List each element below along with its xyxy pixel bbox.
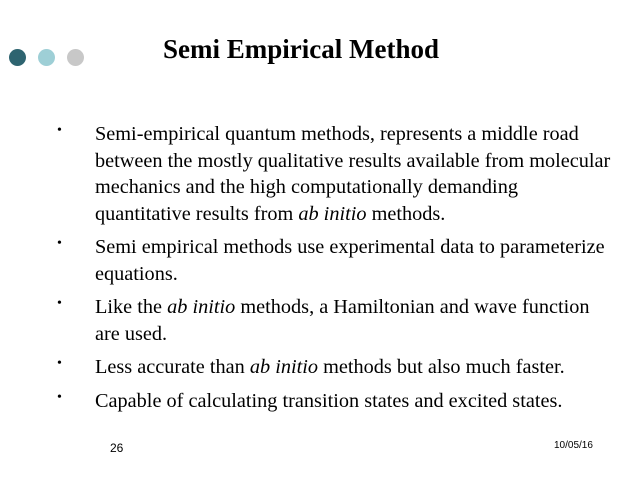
bullet-marker-icon: •: [57, 123, 62, 138]
italic-term: ab initio: [298, 202, 367, 225]
bullet-text-segment: Capable of calculating transition states and excited states.: [95, 389, 563, 412]
slide-date: 10/05/16: [554, 440, 593, 451]
italic-term: ab initio: [249, 356, 319, 378]
bullet-list: [57, 121, 617, 421]
bullet-text-segment: methods, a Hamiltonian and wave function are used.: [95, 296, 590, 345]
bullet-marker-icon: •: [57, 296, 62, 311]
bullet-text-segment: Semi-empirical quantum methods, represents a middle road between the mostly qualitative results available from molecular mechanics and the high computationally demanding quantitative results from: [95, 123, 611, 225]
bullet-text: [95, 294, 617, 347]
bullet-text: [95, 234, 617, 287]
bullet-text: [95, 354, 617, 381]
decorative-dots: [9, 49, 84, 66]
bullet-text-segment: methods but also much faster.: [318, 356, 565, 378]
bullet-text: [95, 388, 617, 415]
bullet-item: [57, 234, 617, 287]
slide-title: Semi Empirical Method: [163, 34, 439, 64]
dot-dark-teal-icon: [9, 49, 26, 66]
bullet-text: [95, 121, 617, 227]
bullet-item: [57, 121, 617, 227]
bullet-marker-icon: •: [57, 236, 62, 251]
bullet-text-segment: Less accurate than: [95, 356, 250, 378]
bullet-text-segment: Semi empirical methods use experimental data to parameterize equations.: [95, 236, 605, 285]
dot-gray-icon: [67, 49, 84, 66]
bullet-marker-icon: •: [57, 389, 62, 405]
bullet-text-segment: Like the: [95, 296, 168, 318]
bullet-text-segment: methods.: [366, 202, 446, 225]
bullet-item: [57, 354, 617, 381]
bullet-item: [57, 388, 617, 415]
bullet-item: [57, 294, 617, 347]
page-number: 26: [110, 441, 124, 455]
bullet-marker-icon: •: [57, 356, 62, 371]
dot-light-teal-icon: [38, 49, 55, 66]
italic-term: ab initio: [167, 296, 236, 318]
